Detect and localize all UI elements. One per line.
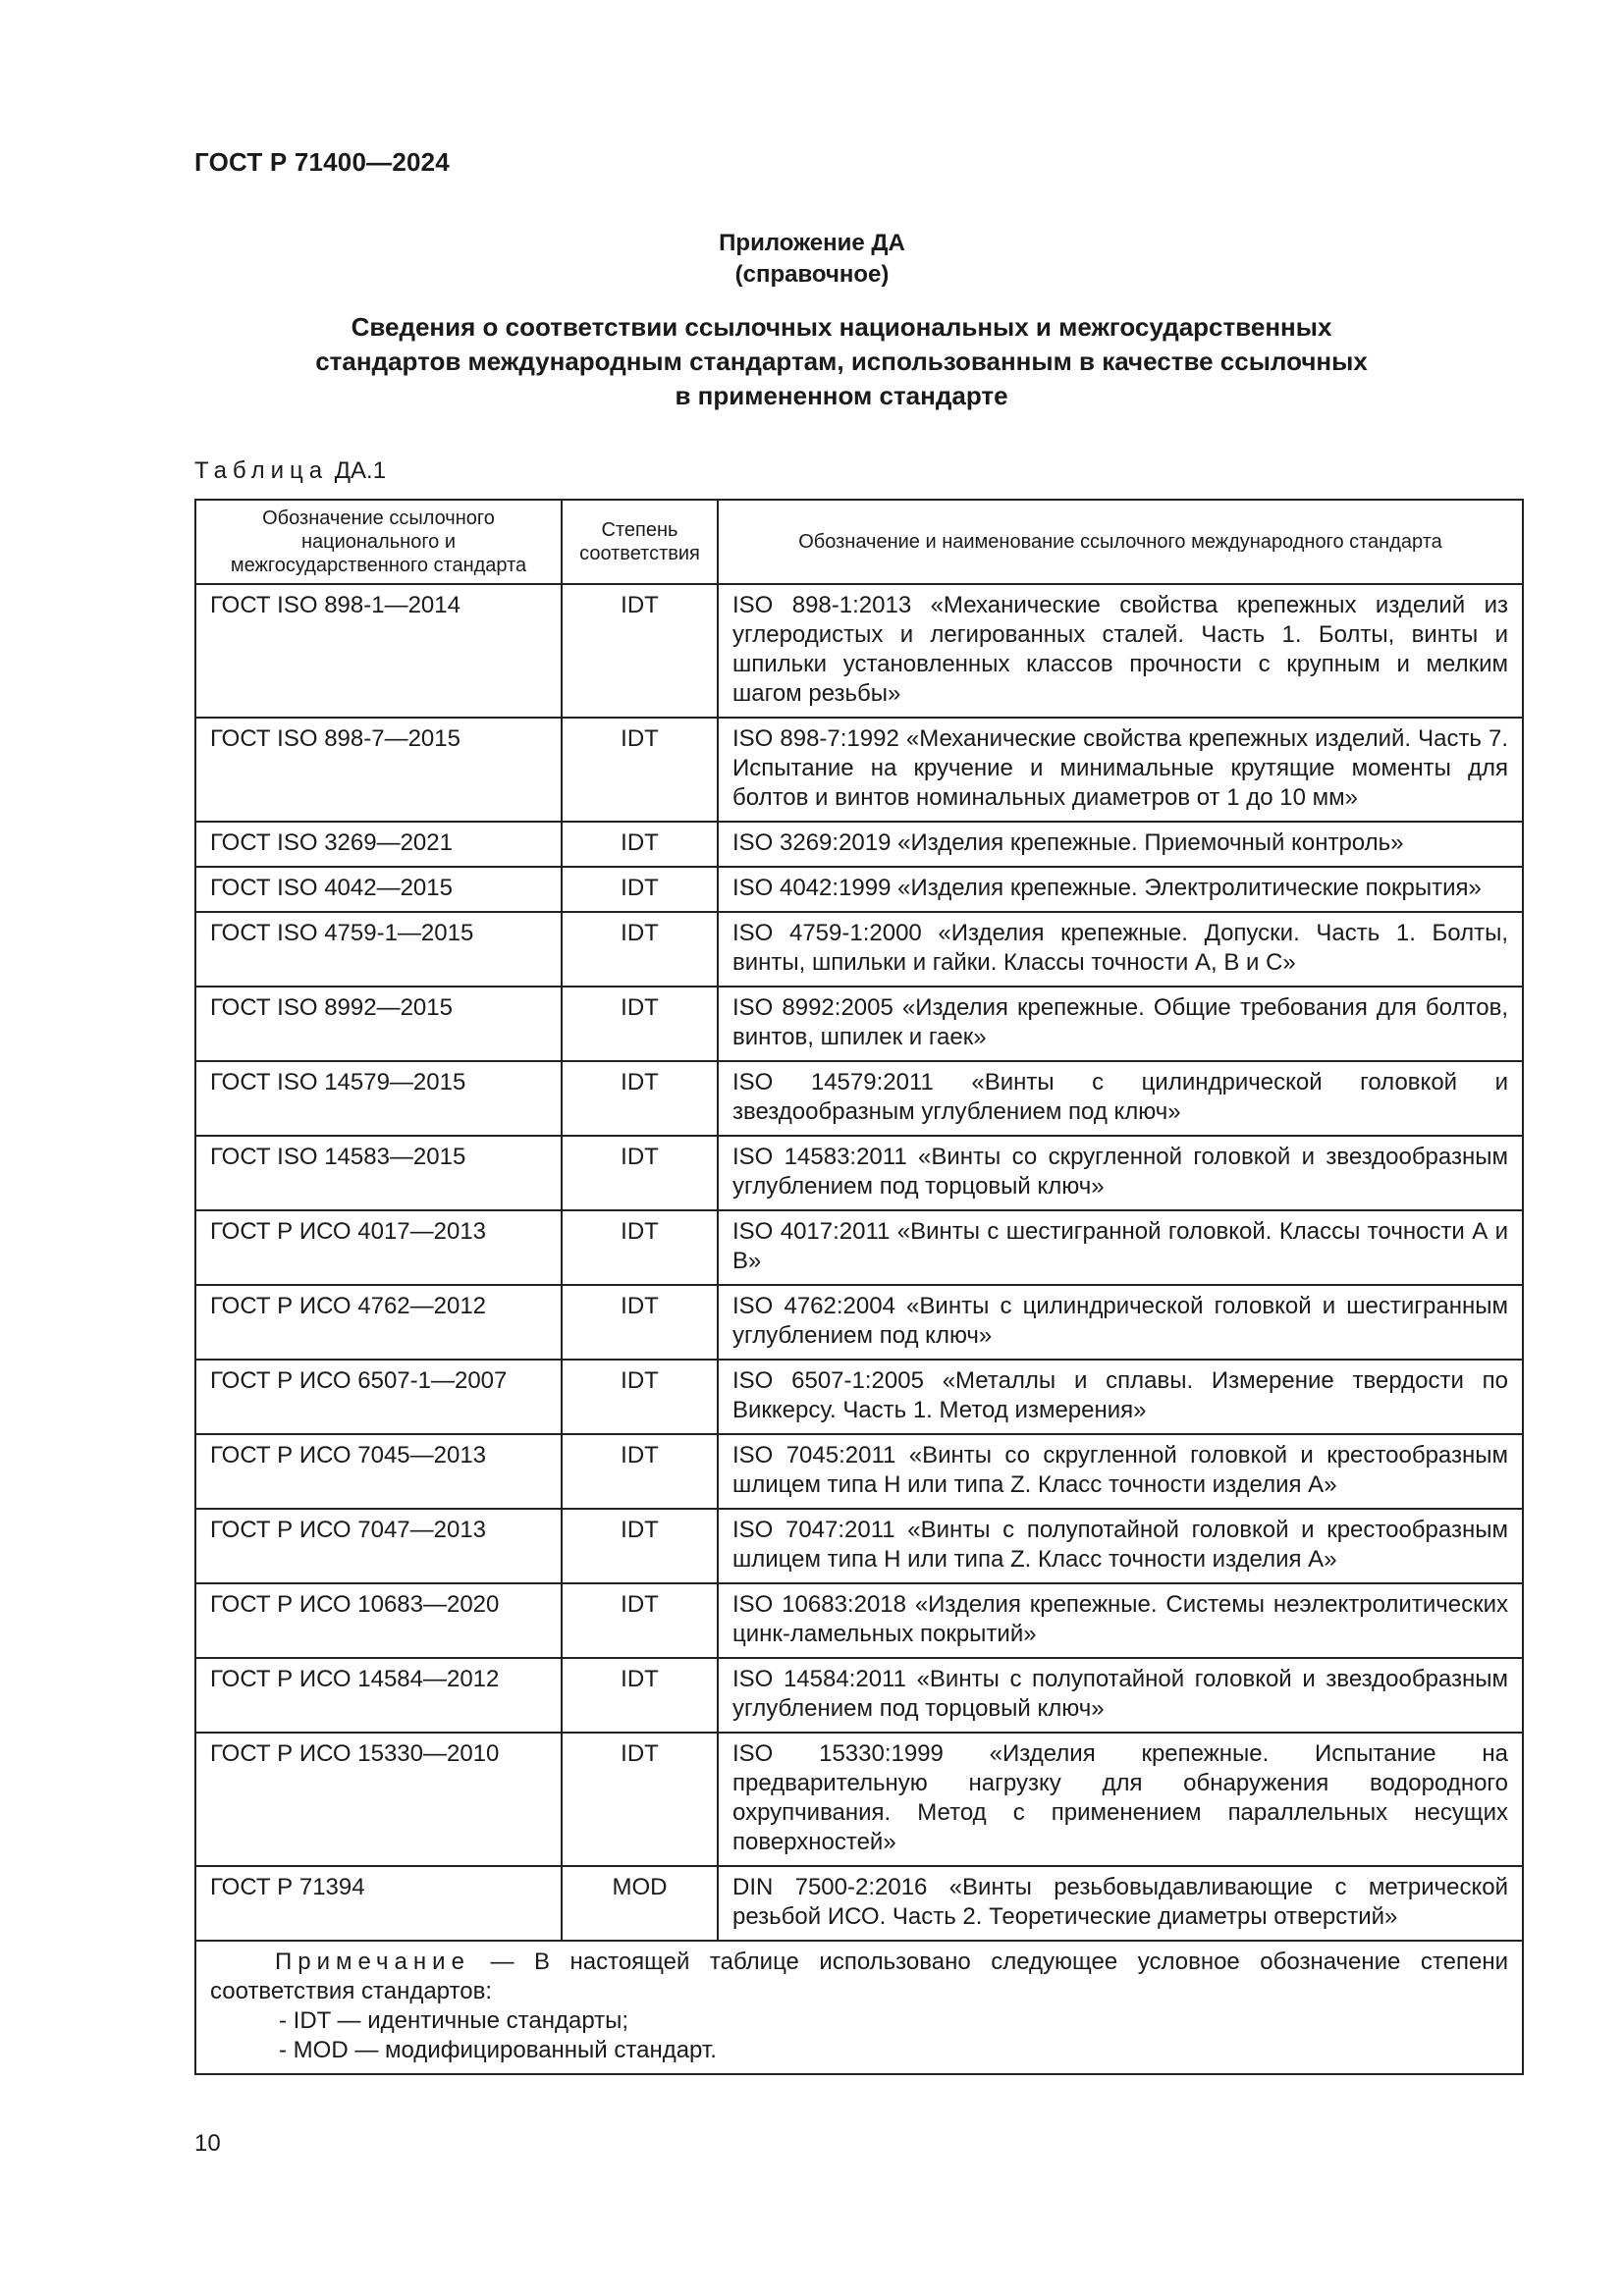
cell-national: ГОСТ ISO 14583—2015 <box>195 1136 562 1210</box>
table-row <box>195 1434 1523 1509</box>
cell-international: ISO 3269:2019 «Изделия крепежные. Приемочный контроль» <box>718 822 1523 867</box>
cell-degree: IDT <box>562 822 718 867</box>
cell-national: ГОСТ ISO 898-7—2015 <box>195 718 562 822</box>
cell-international: ISO 8992:2005 «Изделия крепежные. Общие требования для болтов, винтов, шпилек и гаек» <box>718 987 1523 1061</box>
cell-national: ГОСТ Р ИСО 6507-1—2007 <box>195 1360 562 1434</box>
table-row <box>195 1509 1523 1583</box>
cell-degree: IDT <box>562 1136 718 1210</box>
table-caption-number: ДА.1 <box>334 457 387 484</box>
table-row <box>195 1733 1523 1866</box>
cell-degree: IDT <box>562 1434 718 1509</box>
annex-title-line: Сведения о соответствии ссылочных национальных и межгосударственных <box>351 312 1332 342</box>
cell-degree: IDT <box>562 912 718 987</box>
annex-title-line: стандартов международным стандартам, использованным в качестве ссылочных <box>315 347 1368 376</box>
cell-degree: IDT <box>562 1360 718 1434</box>
annex-title <box>226 310 1457 413</box>
cell-national: ГОСТ Р ИСО 10683—2020 <box>195 1583 562 1658</box>
note-text <box>210 1948 1508 2006</box>
table-caption-word: Таблица <box>194 457 329 484</box>
table-row <box>195 1866 1523 1941</box>
table-row <box>195 584 1523 718</box>
cell-degree: MOD <box>562 1866 718 1941</box>
cell-national: ГОСТ ISO 898-1—2014 <box>195 584 562 718</box>
annex-kind: (справочное) <box>734 261 890 288</box>
cell-degree: IDT <box>562 1061 718 1136</box>
note-item: - IDT — идентичные стандарты; <box>279 2007 629 2034</box>
table-row <box>195 912 1523 987</box>
cell-international: ISO 15330:1999 «Изделия крепежные. Испытание на предварительную нагрузку для обнаружения водородного охрупчивания. Метод с применением параллельных несущих поверхностей» <box>718 1733 1523 1866</box>
header-international-standard: Обозначение и наименование ссылочного международного стандарта <box>718 500 1523 584</box>
table-row <box>195 718 1523 822</box>
cell-international: ISO 4759-1:2000 «Изделия крепежные. Допуски. Часть 1. Болты, винты, шпильки и гайки. Классы точности А, В и С» <box>718 912 1523 987</box>
cell-international: DIN 7500-2:2016 «Винты резьбовыдавливающие с метрической резьбой ИСО. Часть 2. Теоретические диаметры отверстий» <box>718 1866 1523 1941</box>
table-note <box>195 1941 1523 2074</box>
cell-national: ГОСТ ISO 14579—2015 <box>195 1061 562 1136</box>
table-row <box>195 1658 1523 1733</box>
annex-label: Приложение ДА <box>719 230 905 256</box>
table-body <box>195 584 1523 2074</box>
cell-international: ISO 898-7:1992 «Механические свойства крепежных изделий. Часть 7. Испытание на кручение и минимальные крутящие моменты для болтов и винтов номинальных диаметров от 1 до 10 мм» <box>718 718 1523 822</box>
cell-international: ISO 6507-1:2005 «Металлы и сплавы. Измерение твердости по Виккерсу. Часть 1. Метод измерения» <box>718 1360 1523 1434</box>
cell-degree: IDT <box>562 867 718 912</box>
cell-national: ГОСТ ISO 4042—2015 <box>195 867 562 912</box>
table-header-row <box>195 500 1523 584</box>
table-row <box>195 1360 1523 1434</box>
cell-national: ГОСТ Р ИСО 14584—2012 <box>195 1658 562 1733</box>
cell-international: ISO 7047:2011 «Винты с полупотайной головкой и крестообразным шлицем типа Н или типа Z. Класс точности изделия А» <box>718 1509 1523 1583</box>
cell-degree: IDT <box>562 1733 718 1866</box>
cell-national: ГОСТ ISO 3269—2021 <box>195 822 562 867</box>
annex-title-line: в примененном стандарте <box>675 381 1008 410</box>
cell-degree: IDT <box>562 1583 718 1658</box>
table-row <box>195 867 1523 912</box>
cell-degree: IDT <box>562 987 718 1061</box>
cell-international: ISO 7045:2011 «Винты со скругленной головкой и крестообразным шлицем типа Н или типа Z. Класс точности изделия А» <box>718 1434 1523 1509</box>
cell-national: ГОСТ Р ИСО 7045—2013 <box>195 1434 562 1509</box>
cell-degree: IDT <box>562 1210 718 1285</box>
cell-international: ISO 14583:2011 «Винты со скругленной головкой и звездообразным углублением под торцовый ключ» <box>718 1136 1523 1210</box>
table-note-row <box>195 1941 1523 2074</box>
header-degree: Степень соответствия <box>562 500 718 584</box>
cell-national: ГОСТ ISO 8992—2015 <box>195 987 562 1061</box>
table-row <box>195 1061 1523 1136</box>
cell-degree: IDT <box>562 1658 718 1733</box>
cell-national: ГОСТ Р ИСО 15330—2010 <box>195 1733 562 1866</box>
reference-table <box>194 499 1524 2075</box>
table-row <box>195 1210 1523 1285</box>
cell-international: ISO 14579:2011 «Винты с цилиндрической головкой и звездообразным углублением под ключ» <box>718 1061 1523 1136</box>
cell-national: ГОСТ Р ИСО 4017—2013 <box>195 1210 562 1285</box>
table-row <box>195 987 1523 1061</box>
cell-international: ISO 4042:1999 «Изделия крепежные. Электролитические покрытия» <box>718 867 1523 912</box>
note-body: — В настоящей таблице использовано следующее условное обозначение степени соответствия стандартов: <box>210 1949 1508 2004</box>
cell-degree: IDT <box>562 584 718 718</box>
cell-national: ГОСТ Р 71394 <box>195 1866 562 1941</box>
cell-degree: IDT <box>562 1509 718 1583</box>
annex-heading <box>0 228 1624 291</box>
table-caption <box>194 457 386 485</box>
table-row <box>195 1136 1523 1210</box>
cell-international: ISO 4762:2004 «Винты с цилиндрической головкой и шестигранным углублением под ключ» <box>718 1285 1523 1360</box>
table-row <box>195 1285 1523 1360</box>
cell-national: ГОСТ Р ИСО 4762—2012 <box>195 1285 562 1360</box>
header-national-standard: Обозначение ссылочного национального и межгосударственного стандарта <box>195 500 562 584</box>
cell-international: ISO 14584:2011 «Винты с полупотайной головкой и звездообразным углублением под торцовый ключ» <box>718 1658 1523 1733</box>
cell-national: ГОСТ ISO 4759-1—2015 <box>195 912 562 987</box>
cell-international: ISO 10683:2018 «Изделия крепежные. Системы неэлектролитических цинк-ламельных покрытий» <box>718 1583 1523 1658</box>
page-number: 10 <box>194 2130 221 2157</box>
cell-international: ISO 4017:2011 «Винты с шестигранной головкой. Классы точности А и В» <box>718 1210 1523 1285</box>
note-item: - MOD — модифицированный стандарт. <box>279 2037 717 2063</box>
cell-degree: IDT <box>562 718 718 822</box>
table-row <box>195 822 1523 867</box>
table-row <box>195 1583 1523 1658</box>
cell-international: ISO 898-1:2013 «Механические свойства крепежных изделий из углеродистых и легированных сталей. Часть 1. Болты, винты и шпильки установленных классов прочности с крупным и мелким шагом резьбы» <box>718 584 1523 718</box>
document-code: ГОСТ Р 71400—2024 <box>194 147 450 177</box>
cell-national: ГОСТ Р ИСО 7047—2013 <box>195 1509 562 1583</box>
note-label: Примечание <box>275 1949 470 1975</box>
cell-degree: IDT <box>562 1285 718 1360</box>
